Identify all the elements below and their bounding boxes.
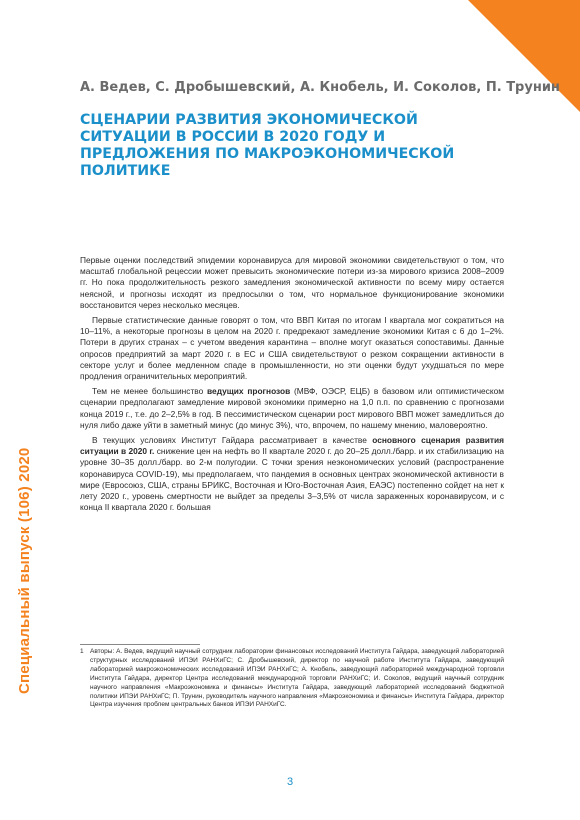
footnote-divider (80, 644, 200, 645)
page-number: 3 (286, 776, 294, 788)
paragraph-4-text-start: В текущих условиях Институт Гайдара рассматривает в качестве (92, 435, 373, 446)
paragraph-1: Первые оценки последствий эпидемии коронавируса для мировой экономики свидетельствуют о том, что масштаб глобальной рецессии может превысить экономические потери из-за мирового кризиса 2008–2009 гг. Но пока продолжительность резкого замедления экономической активности по всему миру остается неясной, и прогнозы исходят из предпосылки о том, что нормальное функционирование экономики восстановится через несколько месяцев. (80, 255, 504, 310)
footnote-text: Авторы: А. Ведев, ведущий научный сотрудник лаборатории финансовых исследований Института Гайдара, заведующий лабораторией структурных исследований ИПЭИ РАНХиГС; С. Дробышевский, директор по научной работе Института Гайдара, заведующий лабораторией макроэкономических исследований ИПЭИ РАНХиГС; А. Кнобель, заведующий лабораторией международной торговли Института Гайдара, директор Центра исследований международной торговли РАНХиГС; И. Соколов, ведущий научный сотрудник научного направления «Макроэкономика и финансы» Института Гайдара, заведующий лабораторией исследований бюджетной политики ИПЭИ РАНХиГС; П. Трунин, руководитель научного направления «Макроэкономика и финансы» Института Гайдара, директор Центра изучения проблем центральных банков ИПЭИ РАНХиГС. (90, 648, 504, 709)
paragraph-3-text-start: Тем не менее большинство (92, 386, 208, 397)
paragraph-3-emphasis: ведущих прогнозов (207, 386, 291, 397)
paragraph-3-text-end: (МВФ, ОЭСР, ЕЦБ) в базовом или оптимистическом сценарии предполагают замедление мировой экономики примерно на 1,0 п.п. по сравнению с прогнозами конца 2019 г., т.е. до 2–2,5% в год. В пессимистическом сценарии рост мирового ВВП может замедлиться до нуля либо даже уйти в заметный минус (до минус 3%), что, впрочем, по нашему мнению, маловероятно. (80, 386, 504, 430)
paragraph-4 (80, 435, 504, 513)
issue-side-label: Специальный выпуск (106) 2020 (16, 447, 33, 694)
paragraph-2: Первые статистические данные говорят о том, что ВВП Китая по итогам I квартала мог сократиться на 10–11%, а некоторые прогнозы в целом на 2020 г. предрекают замедление экономики Китая с 6 до 1–2%. Потери в других странах – с учетом введения карантина – вполне могут оказаться сопоставимы. Данные опросов предприятий за март 2020 г. в ЕС и США свидетельствуют о резком сокращении активности в секторе услуг и более медленном спаде в промышленности, но эти оценки будут ухудшаться по мере продления ограничительных мероприятий. (80, 315, 504, 382)
article-body (80, 255, 504, 517)
authors-line: А. Ведев, С. Дробышевский, А. Кнобель, И. Соколов, П. Трунин (80, 80, 560, 95)
paragraph-3 (80, 386, 504, 431)
paragraph-4-emphasis: основного сценария развития ситуации в 2020 г. (80, 435, 504, 457)
article-title: СЦЕНАРИИ РАЗВИТИЯ ЭКОНОМИЧЕСКОЙ СИТУАЦИИ В РОССИИ В 2020 ГОДУ И ПРЕДЛОЖЕНИЯ ПО МАКРОЭКОНОМИЧЕСКОЙ ПОЛИТИКЕ (80, 112, 455, 179)
footnote (80, 648, 504, 710)
footnote-number: 1 (80, 648, 84, 655)
paragraph-4-text-end: снижение цен на нефть во II квартале 2020 г. до 20–25 долл./барр. и их стабилизацию на уровне 30–35 долл./барр. во 2-м полугодии. С точки зрения неэкономических условий (распространение коронавируса COVID-19), мы предполагаем, что пандемия в основных центрах экономической активности в мире (Евросоюз, США, страны БРИКС, Восточная и Юго-Восточная Азия, ЕАЭС) постепенно сойдет на нет к лету 2020 г., уровень смертности не выйдет за пределы 3–3,5% от числа зараженных коронавирусом, и с конца II квартала 2020 г. большая (80, 446, 504, 513)
corner-decoration (468, 0, 580, 112)
